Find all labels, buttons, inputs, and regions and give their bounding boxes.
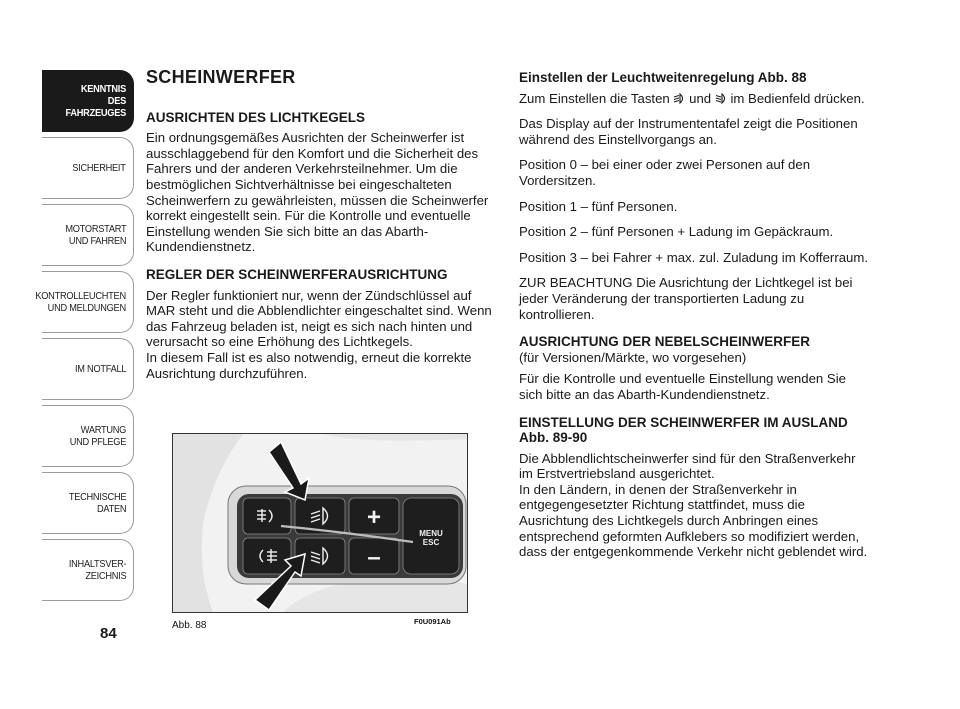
sidebar-tab-inhaltsverzeichnis[interactable] xyxy=(42,539,134,601)
figure-caption: Abb. 88 xyxy=(172,620,207,631)
sidebar-tab-label: KENNTNIS DES FAHRZEUGES xyxy=(65,83,126,119)
section-text-regler: Der Regler funktioniert nur, wenn der Zündschlüssel auf MAR steht und die Abblendlichter eingeschaltet sind. Wenn das Fahrzeug beladen ist, neigt es sich nach hinten und verursacht so eine Erhöhung des Lichtkegels. In diesem Fall ist es also notwendig, erneut die korrekte Ausrichtung durchzuführen. xyxy=(146,287,492,381)
control-panel-illustration xyxy=(173,434,467,612)
sidebar-tab-label: KONTROLLEUCHTEN UND MELDUNGEN xyxy=(35,290,126,314)
position-2-text: Position 2 – fünf Personen + Ladung im Gepäckraum. xyxy=(519,224,834,240)
right-column xyxy=(519,70,869,570)
instruction-text-part-c: im Bedienfeld drücken. xyxy=(730,90,865,106)
display-text: Das Display auf der Instrumententafel zeigt die Positionen während des Einstellvorgangs an. xyxy=(519,116,858,147)
ausland-text: Die Abblendlichtscheinwerfer sind für den Straßenverkehr im Erstvertriebsland ausgerichtet. In den Ländern, in denen der Straßenverkehr in entgegengesetzter Richtung stattfindet, muss die Ausrichtung des Lichtkegels durch Anbringen eines entsprechend geformten Aufklebers so modifiziert werden, dass der entgegenkommende Verkehr nicht geblendet wird. xyxy=(519,450,868,560)
sidebar-tab-kenntnis[interactable] xyxy=(42,70,134,132)
sidebar-tab-wartung[interactable] xyxy=(42,405,134,467)
section-heading-nebelscheinwerfer: AUSRICHTUNG DER NEBELSCHEINWERFER xyxy=(519,334,811,350)
instruction-text-part-a: Zum Einstellen die Tasten xyxy=(519,90,670,106)
sidebar-tab-motorstart[interactable] xyxy=(42,204,134,266)
section-heading-ausland: EINSTELLUNG DER SCHEINWERFER IM AUSLAND Abb. 89-90 xyxy=(519,414,848,446)
sidebar-tab-label: INHALTSVER- ZEICHNIS xyxy=(68,558,126,582)
sidebar-tab-label: SICHERHEIT xyxy=(72,162,126,174)
sidebar-tab-label: TECHNISCHE DATEN xyxy=(68,491,126,515)
leuchtweite-instruction xyxy=(519,91,869,107)
sidebar-tab-label: MOTORSTART UND FAHREN xyxy=(64,223,126,247)
sidebar-tab-notfall[interactable] xyxy=(42,338,134,400)
plus-button-label: + xyxy=(366,504,382,531)
minus-button-label: – xyxy=(367,544,381,571)
section-heading-ausrichten: AUSRICHTEN DES LICHTKEGELS xyxy=(146,109,366,125)
chapter-sidebar xyxy=(35,70,134,606)
sidebar-tab-label: IM NOTFALL xyxy=(74,363,126,375)
figure-headlight-controls xyxy=(172,433,468,613)
sidebar-tab-sicherheit[interactable] xyxy=(42,137,134,199)
nebelscheinwerfer-subtitle: (für Versionen/Märkte, wo vorgesehen) xyxy=(519,349,747,365)
note-text: ZUR BEACHTUNG Die Ausrichtung der Lichtkegel ist bei jeder Veränderung der transportierten Ladung zu kontrollieren. xyxy=(519,275,853,322)
section-text-ausrichten: Ein ordnungsgemäßes Ausrichten der Scheinwerfer ist ausschlaggebend für den Komfort und die Sicherheit des Fahrers und der anderen Verkehrsteilnehmer. Um die bestmöglichen Sichtverhältnisse bei eingeschalteten Scheinwerfern zu gewährleisten, müssen die Scheinwerfer korrekt eingestellt sein. Für die Kontrolle und eventuelle Einstellung wenden Sie sich bitte an das Abarth-Kundendienstnetz. xyxy=(146,130,489,255)
figure-code: F0U091Ab xyxy=(414,617,451,626)
left-column xyxy=(146,67,496,391)
section-heading-regler: REGLER DER SCHEINWERFERAUSRICHTUNG xyxy=(146,266,448,282)
sidebar-tab-label: WARTUNG UND PFLEGE xyxy=(69,424,126,448)
position-0-text: Position 0 – bei einer oder zwei Personen auf den Vordersitzen. xyxy=(519,157,811,188)
position-3-text: Position 3 – bei Fahrer + max. zul. Zuladung im Kofferraum. xyxy=(519,249,869,265)
sidebar-tab-technische-daten[interactable] xyxy=(42,472,134,534)
section-heading-leuchtweite: Einstellen der Leuchtweitenregelung Abb. 88 xyxy=(519,70,807,85)
nebelscheinwerfer-text: Für die Kontrolle und eventuelle Einstellung wenden Sie sich bitte an das Abarth-Kundendienstnetz. xyxy=(519,371,846,402)
esc-button-label: ESC xyxy=(422,538,440,547)
page-title: SCHEINWERFER xyxy=(146,67,296,87)
headlight-level-up-inline-icon xyxy=(673,93,685,104)
sidebar-tab-kontrolleuchten[interactable] xyxy=(35,271,134,333)
headlight-level-down-inline-icon xyxy=(715,93,727,104)
position-1-text: Position 1 – fünf Personen. xyxy=(519,198,678,214)
page-number: 84 xyxy=(100,625,117,642)
menu-button-label: MENU xyxy=(419,529,443,538)
instruction-text-part-b: und xyxy=(689,90,712,106)
